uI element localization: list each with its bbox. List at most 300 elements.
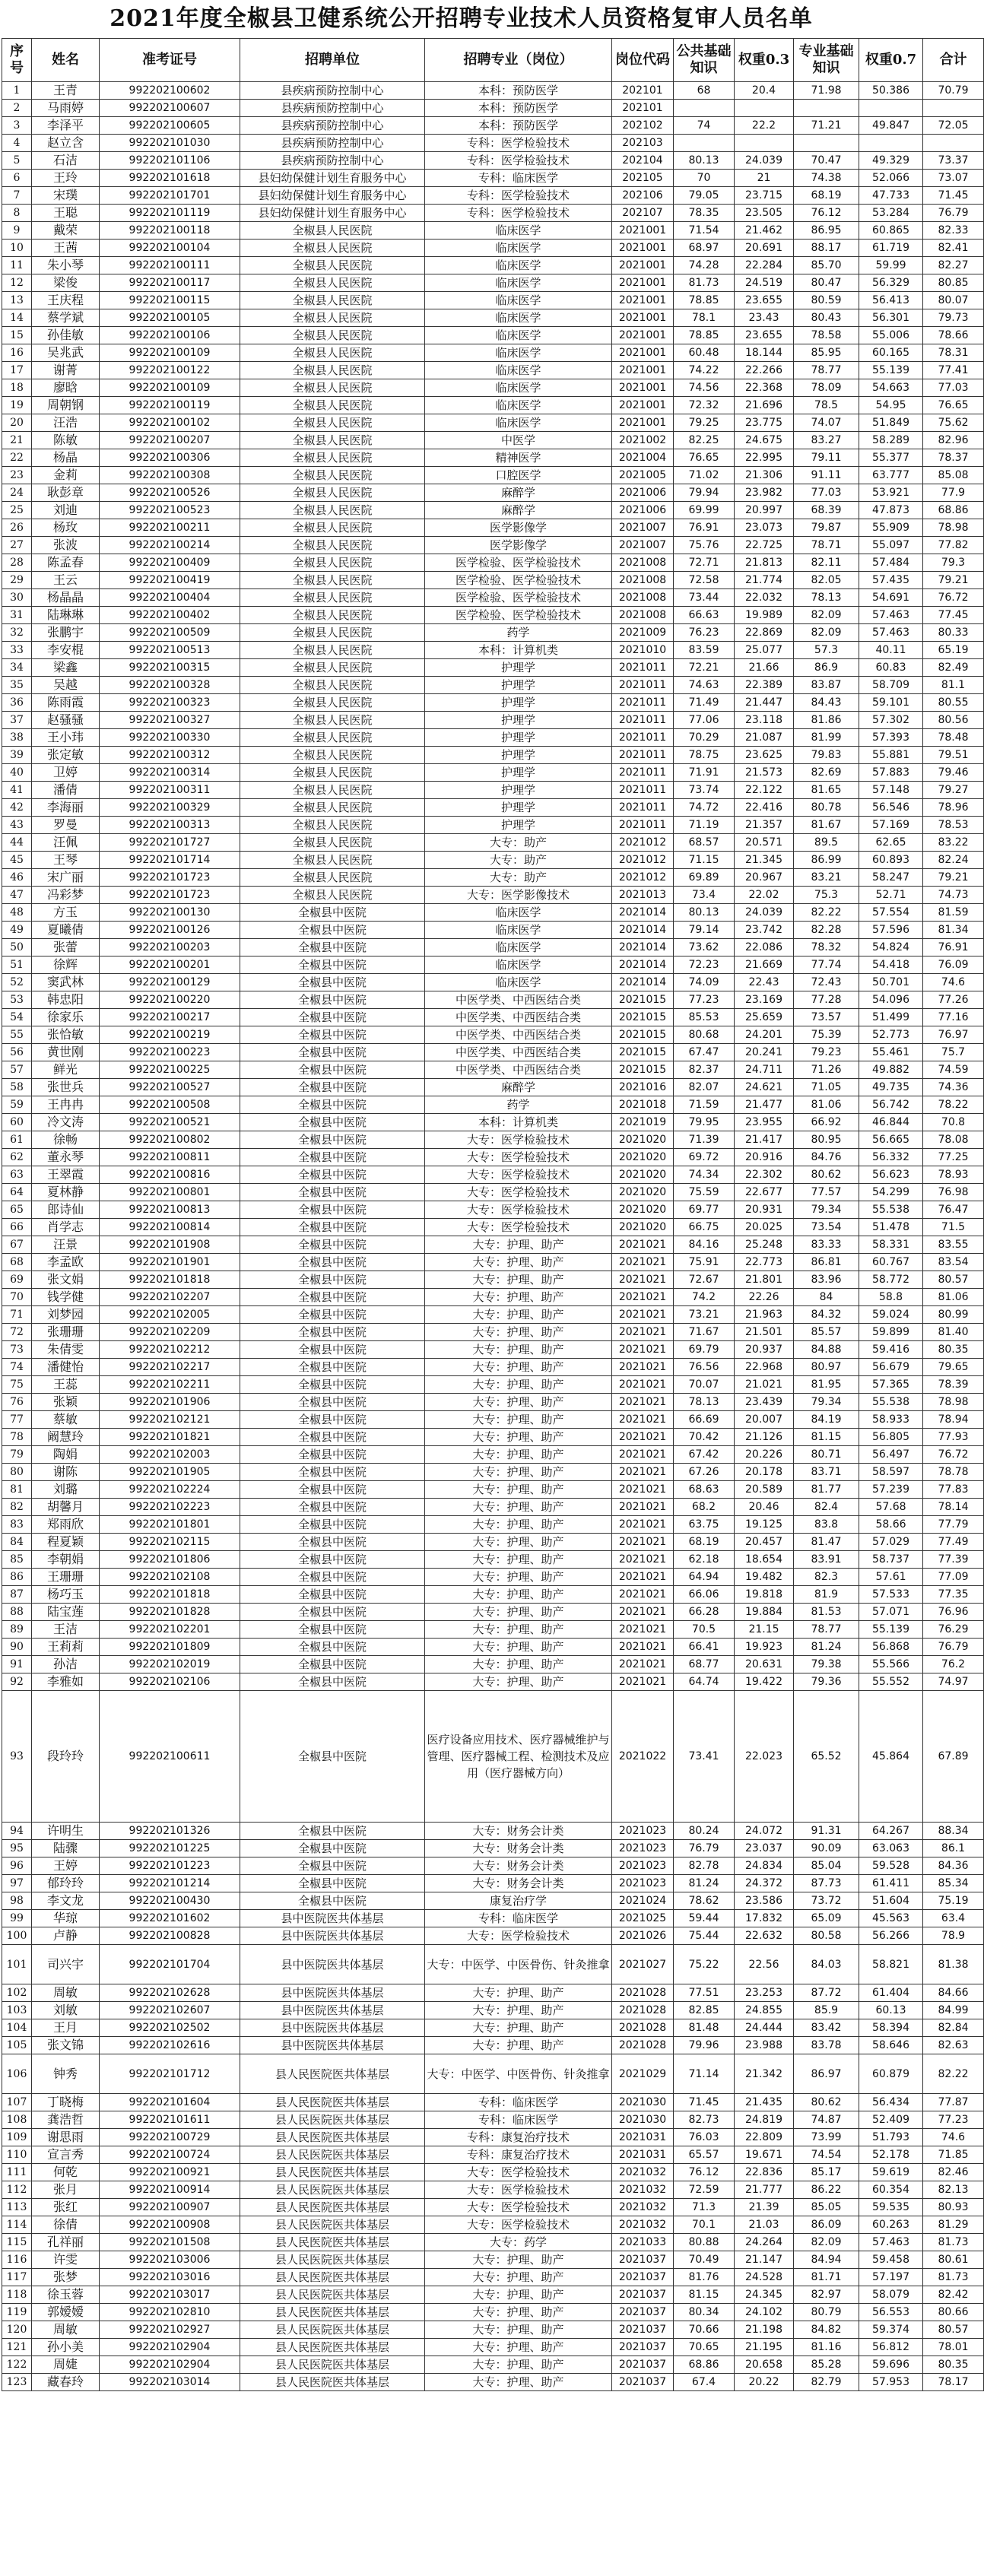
cell-weight-07: 54.299 bbox=[859, 1184, 923, 1201]
cell-weight-07: 56.413 bbox=[859, 292, 923, 309]
cell-major: 大专：医学检验技术 bbox=[425, 1927, 612, 1945]
table-row bbox=[2, 502, 984, 519]
cell-name: 黄世刚 bbox=[32, 1044, 100, 1061]
cell-major: 临床医学 bbox=[425, 222, 612, 240]
cell-name: 陈孟春 bbox=[32, 554, 100, 572]
table-row bbox=[2, 2146, 984, 2164]
header-major: 招聘专业（岗位） bbox=[425, 39, 612, 82]
cell-total: 79.27 bbox=[923, 782, 984, 799]
cell-weight-07: 52.773 bbox=[859, 1026, 923, 1044]
cell-exam-id: 992202100509 bbox=[100, 624, 240, 642]
cell-employer: 全椒县人民医院 bbox=[240, 572, 425, 589]
cell-name: 李文龙 bbox=[32, 1892, 100, 1910]
cell-employer: 全椒县人民医院 bbox=[240, 362, 425, 379]
cell-employer: 全椒县中医院 bbox=[240, 1376, 425, 1394]
cell-employer: 全椒县中医院 bbox=[240, 1857, 425, 1875]
table-row bbox=[2, 659, 984, 677]
cell-post-code: 2021028 bbox=[612, 1984, 674, 2002]
cell-seq: 18 bbox=[2, 379, 32, 397]
cell-major: 临床医学 bbox=[425, 292, 612, 309]
table-row bbox=[2, 327, 984, 344]
cell-seq: 86 bbox=[2, 1569, 32, 1586]
cell-major: 大专：护理、助产 bbox=[425, 1341, 612, 1359]
table-row bbox=[2, 82, 984, 100]
cell-exam-id: 992202102628 bbox=[100, 1984, 240, 2002]
cell-weight-03: 21.147 bbox=[735, 2251, 794, 2269]
table-row bbox=[2, 344, 984, 362]
cell-weight-03: 20.025 bbox=[735, 1219, 794, 1236]
cell-weight-07: 59.535 bbox=[859, 2199, 923, 2216]
cell-public-score: 60.48 bbox=[674, 344, 735, 362]
cell-exam-id: 992202102003 bbox=[100, 1446, 240, 1464]
cell-employer: 全椒县中医院 bbox=[240, 1201, 425, 1219]
cell-post-code: 2021032 bbox=[612, 2216, 674, 2234]
table-row bbox=[2, 432, 984, 449]
cell-employer: 县疾病预防控制中心 bbox=[240, 82, 425, 100]
cell-major: 大专：医学检验技术 bbox=[425, 1201, 612, 1219]
cell-name: 朱倩雯 bbox=[32, 1341, 100, 1359]
cell-pro-score: 83.96 bbox=[794, 1271, 859, 1289]
cell-major: 临床医学 bbox=[425, 974, 612, 991]
cell-pro-score: 65.52 bbox=[794, 1691, 859, 1823]
cell-total: 72.05 bbox=[923, 117, 984, 135]
cell-seq: 70 bbox=[2, 1289, 32, 1306]
cell-post-code: 2021025 bbox=[612, 1910, 674, 1927]
table-row bbox=[2, 2356, 984, 2374]
cell-public-score: 80.13 bbox=[674, 904, 735, 922]
cell-exam-id: 992202100409 bbox=[100, 554, 240, 572]
cell-employer: 全椒县中医院 bbox=[240, 922, 425, 939]
cell-seq: 114 bbox=[2, 2216, 32, 2234]
cell-weight-07: 47.873 bbox=[859, 502, 923, 519]
cell-pro-score: 78.77 bbox=[794, 362, 859, 379]
cell-pro-score: 81.71 bbox=[794, 2269, 859, 2286]
cell-seq: 91 bbox=[2, 1656, 32, 1673]
cell-public-score: 82.85 bbox=[674, 2002, 735, 2019]
cell-weight-07: 57.463 bbox=[859, 2234, 923, 2251]
cell-weight-07: 57.365 bbox=[859, 1376, 923, 1394]
cell-pro-score: 91.11 bbox=[794, 467, 859, 484]
cell-pro-score: 75.3 bbox=[794, 887, 859, 904]
cell-exam-id: 992202101030 bbox=[100, 135, 240, 152]
cell-name: 李安棍 bbox=[32, 642, 100, 659]
cell-total: 81.73 bbox=[923, 2269, 984, 2286]
cell-exam-id: 992202100828 bbox=[100, 1927, 240, 1945]
table-row bbox=[2, 939, 984, 956]
cell-pro-score: 74.87 bbox=[794, 2111, 859, 2129]
cell-employer: 全椒县人民医院 bbox=[240, 659, 425, 677]
table-row bbox=[2, 2054, 984, 2094]
cell-total: 78.39 bbox=[923, 1376, 984, 1394]
cell-total: 81.29 bbox=[923, 2216, 984, 2234]
cell-public-score: 66.69 bbox=[674, 1411, 735, 1429]
cell-public-score: 72.71 bbox=[674, 554, 735, 572]
cell-weight-03: 22.416 bbox=[735, 799, 794, 817]
cell-major: 大专：医学检验技术 bbox=[425, 2181, 612, 2199]
cell-pro-score: 84.19 bbox=[794, 1411, 859, 1429]
cell-total: 76.96 bbox=[923, 1604, 984, 1621]
cell-employer: 全椒县人民医院 bbox=[240, 887, 425, 904]
cell-public-score: 62.18 bbox=[674, 1551, 735, 1569]
table-row bbox=[2, 887, 984, 904]
cell-seq: 93 bbox=[2, 1691, 32, 1823]
cell-pro-score: 81.65 bbox=[794, 782, 859, 799]
cell-weight-03: 20.46 bbox=[735, 1499, 794, 1516]
table-row bbox=[2, 1639, 984, 1656]
table-row bbox=[2, 1656, 984, 1673]
cell-post-code: 2021021 bbox=[612, 1516, 674, 1534]
cell-public-score: 78.1 bbox=[674, 309, 735, 327]
cell-public-score: 81.48 bbox=[674, 2019, 735, 2037]
cell-exam-id: 992202101704 bbox=[100, 1945, 240, 1984]
cell-weight-03: 22.836 bbox=[735, 2164, 794, 2181]
cell-weight-07: 52.409 bbox=[859, 2111, 923, 2129]
cell-exam-id: 992202102201 bbox=[100, 1621, 240, 1639]
cell-seq: 118 bbox=[2, 2286, 32, 2304]
table-row bbox=[2, 1079, 984, 1096]
cell-weight-03: 20.4 bbox=[735, 82, 794, 100]
cell-employer: 全椒县人民医院 bbox=[240, 519, 425, 537]
cell-public-score: 63.75 bbox=[674, 1516, 735, 1534]
cell-major: 大专：护理、助产 bbox=[425, 1236, 612, 1254]
cell-weight-07: 56.546 bbox=[859, 799, 923, 817]
cell-weight-07: 51.849 bbox=[859, 414, 923, 432]
cell-post-code: 2021037 bbox=[612, 2321, 674, 2339]
table-row bbox=[2, 956, 984, 974]
cell-public-score: 73.62 bbox=[674, 939, 735, 956]
cell-employer: 全椒县中医院 bbox=[240, 1569, 425, 1586]
cell-public-score: 74.72 bbox=[674, 799, 735, 817]
cell-public-score: 83.59 bbox=[674, 642, 735, 659]
table-row bbox=[2, 1673, 984, 1691]
cell-weight-03: 21.963 bbox=[735, 1306, 794, 1324]
cell-exam-id: 992202103006 bbox=[100, 2251, 240, 2269]
table-row bbox=[2, 974, 984, 991]
table-row bbox=[2, 834, 984, 852]
cell-pro-score: 79.11 bbox=[794, 449, 859, 467]
cell-employer: 全椒县中医院 bbox=[240, 1026, 425, 1044]
cell-major: 精神医学 bbox=[425, 449, 612, 467]
table-row bbox=[2, 589, 984, 607]
cell-total: 74.59 bbox=[923, 1061, 984, 1079]
cell-pro-score: 72.43 bbox=[794, 974, 859, 991]
table-row bbox=[2, 1359, 984, 1376]
cell-post-code: 2021033 bbox=[612, 2234, 674, 2251]
cell-weight-07: 58.933 bbox=[859, 1411, 923, 1429]
cell-public-score: 73.21 bbox=[674, 1306, 735, 1324]
cell-pro-score: 79.36 bbox=[794, 1673, 859, 1691]
cell-seq: 62 bbox=[2, 1149, 32, 1166]
cell-major: 大专：护理、助产 bbox=[425, 2269, 612, 2286]
cell-post-code: 2021028 bbox=[612, 2002, 674, 2019]
cell-post-code: 2021014 bbox=[612, 904, 674, 922]
cell-employer: 全椒县中医院 bbox=[240, 1324, 425, 1341]
cell-weight-07: 61.719 bbox=[859, 240, 923, 257]
cell-name: 王莉莉 bbox=[32, 1639, 100, 1656]
cell-exam-id: 992202100203 bbox=[100, 939, 240, 956]
cell-exam-id: 992202103017 bbox=[100, 2286, 240, 2304]
cell-seq: 30 bbox=[2, 589, 32, 607]
cell-name: 李雅如 bbox=[32, 1673, 100, 1691]
cell-weight-03: 20.937 bbox=[735, 1341, 794, 1359]
cell-pro-score: 79.34 bbox=[794, 1201, 859, 1219]
cell-major: 大专：医学检验技术 bbox=[425, 1166, 612, 1184]
table-row bbox=[2, 747, 984, 764]
cell-post-code: 2021020 bbox=[612, 1219, 674, 1236]
cell-weight-07: 57.393 bbox=[859, 729, 923, 747]
cell-seq: 97 bbox=[2, 1875, 32, 1892]
cell-name: 王婷 bbox=[32, 1857, 100, 1875]
cell-employer: 县妇幼保健计划生育服务中心 bbox=[240, 205, 425, 222]
cell-pro-score: 80.71 bbox=[794, 1446, 859, 1464]
cell-pro-score: 82.4 bbox=[794, 1499, 859, 1516]
table-row bbox=[2, 2216, 984, 2234]
cell-public-score: 70 bbox=[674, 170, 735, 187]
cell-pro-score: 83.21 bbox=[794, 869, 859, 887]
cell-employer: 县人民医院医共体基层 bbox=[240, 2164, 425, 2181]
cell-seq: 111 bbox=[2, 2164, 32, 2181]
table-row bbox=[2, 2339, 984, 2356]
table-row bbox=[2, 1131, 984, 1149]
cell-weight-03: 22.266 bbox=[735, 362, 794, 379]
cell-post-code: 2021021 bbox=[612, 1673, 674, 1691]
cell-total: 73.37 bbox=[923, 152, 984, 170]
cell-weight-07 bbox=[859, 100, 923, 117]
cell-major: 大专：护理、助产 bbox=[425, 1446, 612, 1464]
cell-exam-id: 992202100513 bbox=[100, 642, 240, 659]
cell-weight-03: 23.775 bbox=[735, 414, 794, 432]
cell-pro-score: 82.09 bbox=[794, 624, 859, 642]
table-row bbox=[2, 2181, 984, 2199]
cell-major: 专科：临床医学 bbox=[425, 2111, 612, 2129]
cell-weight-07: 57.435 bbox=[859, 572, 923, 589]
cell-weight-03: 21.357 bbox=[735, 817, 794, 834]
cell-total: 76.72 bbox=[923, 589, 984, 607]
cell-major: 大专：助产 bbox=[425, 869, 612, 887]
cell-exam-id: 992202100201 bbox=[100, 956, 240, 974]
cell-weight-07: 47.733 bbox=[859, 187, 923, 205]
cell-post-code: 2021020 bbox=[612, 1149, 674, 1166]
cell-name: 汪景 bbox=[32, 1236, 100, 1254]
cell-name: 赵骚骚 bbox=[32, 712, 100, 729]
cell-pro-score: 86.81 bbox=[794, 1254, 859, 1271]
cell-pro-score: 88.17 bbox=[794, 240, 859, 257]
cell-name: 宋璞 bbox=[32, 187, 100, 205]
cell-exam-id: 992202100109 bbox=[100, 379, 240, 397]
cell-weight-03: 21.447 bbox=[735, 694, 794, 712]
cell-weight-07: 60.354 bbox=[859, 2181, 923, 2199]
cell-weight-03: 21.126 bbox=[735, 1429, 794, 1446]
table-row bbox=[2, 1324, 984, 1341]
cell-major: 医学影像学 bbox=[425, 519, 612, 537]
table-row bbox=[2, 362, 984, 379]
cell-public-score: 66.06 bbox=[674, 1586, 735, 1604]
cell-seq: 41 bbox=[2, 782, 32, 799]
cell-weight-07: 58.597 bbox=[859, 1464, 923, 1481]
cell-seq: 90 bbox=[2, 1639, 32, 1656]
cell-major: 麻醉学 bbox=[425, 484, 612, 502]
cell-pro-score: 81.53 bbox=[794, 1604, 859, 1621]
cell-pro-score: 82.09 bbox=[794, 2234, 859, 2251]
cell-post-code: 2021011 bbox=[612, 712, 674, 729]
cell-employer: 全椒县中医院 bbox=[240, 956, 425, 974]
cell-exam-id: 992202100402 bbox=[100, 607, 240, 624]
cell-name: 孙佳敏 bbox=[32, 327, 100, 344]
cell-seq: 54 bbox=[2, 1009, 32, 1026]
cell-name: 吴越 bbox=[32, 677, 100, 694]
table-row bbox=[2, 782, 984, 799]
cell-seq: 103 bbox=[2, 2002, 32, 2019]
cell-employer: 全椒县人民医院 bbox=[240, 764, 425, 782]
cell-exam-id: 992202100602 bbox=[100, 82, 240, 100]
cell-employer: 全椒县人民医院 bbox=[240, 344, 425, 362]
table-row bbox=[2, 1516, 984, 1534]
cell-pro-score: 80.62 bbox=[794, 1166, 859, 1184]
cell-post-code: 2021011 bbox=[612, 677, 674, 694]
cell-employer: 全椒县中医院 bbox=[240, 1009, 425, 1026]
cell-exam-id: 992202102209 bbox=[100, 1324, 240, 1341]
cell-total: 79.21 bbox=[923, 572, 984, 589]
cell-exam-id: 992202102223 bbox=[100, 1499, 240, 1516]
cell-pro-score: 84.88 bbox=[794, 1341, 859, 1359]
cell-total: 75.19 bbox=[923, 1892, 984, 1910]
cell-employer: 县人民医院医共体基层 bbox=[240, 2181, 425, 2199]
cell-weight-07: 56.742 bbox=[859, 1096, 923, 1114]
cell-employer: 全椒县中医院 bbox=[240, 1464, 425, 1481]
cell-exam-id: 992202100813 bbox=[100, 1201, 240, 1219]
cell-weight-03: 24.039 bbox=[735, 904, 794, 922]
cell-post-code: 2021021 bbox=[612, 1306, 674, 1324]
cell-seq: 72 bbox=[2, 1324, 32, 1341]
cell-employer: 全椒县中医院 bbox=[240, 1096, 425, 1114]
cell-name: 钟秀 bbox=[32, 2054, 100, 2094]
cell-total: 77.45 bbox=[923, 607, 984, 624]
table-row bbox=[2, 554, 984, 572]
cell-exam-id: 992202100527 bbox=[100, 1079, 240, 1096]
cell-name: 张颖 bbox=[32, 1394, 100, 1411]
cell-seq: 44 bbox=[2, 834, 32, 852]
cell-total: 63.4 bbox=[923, 1910, 984, 1927]
cell-name: 董永琴 bbox=[32, 1149, 100, 1166]
cell-exam-id: 992202100223 bbox=[100, 1044, 240, 1061]
cell-exam-id: 992202102927 bbox=[100, 2321, 240, 2339]
cell-seq: 74 bbox=[2, 1359, 32, 1376]
cell-public-score: 69.72 bbox=[674, 1149, 735, 1166]
cell-weight-07: 56.266 bbox=[859, 1927, 923, 1945]
cell-post-code: 2021002 bbox=[612, 432, 674, 449]
cell-name: 王珊珊 bbox=[32, 1569, 100, 1586]
cell-name: 周朝钢 bbox=[32, 397, 100, 414]
cell-employer: 全椒县中医院 bbox=[240, 1516, 425, 1534]
cell-seq: 26 bbox=[2, 519, 32, 537]
table-row bbox=[2, 1892, 984, 1910]
cell-seq: 25 bbox=[2, 502, 32, 519]
cell-name: 杨晶晶 bbox=[32, 589, 100, 607]
cell-name: 李泽平 bbox=[32, 117, 100, 135]
cell-employer: 全椒县人民医院 bbox=[240, 817, 425, 834]
cell-weight-03: 20.457 bbox=[735, 1534, 794, 1551]
cell-public-score: 71.19 bbox=[674, 817, 735, 834]
cell-weight-03: 23.625 bbox=[735, 747, 794, 764]
cell-post-code: 2021001 bbox=[612, 414, 674, 432]
cell-name: 阚慧玲 bbox=[32, 1429, 100, 1446]
cell-employer: 全椒县中医院 bbox=[240, 1673, 425, 1691]
cell-public-score: 79.94 bbox=[674, 484, 735, 502]
cell-major: 专科：临床医学 bbox=[425, 170, 612, 187]
cell-total: 78.53 bbox=[923, 817, 984, 834]
cell-total: 77.16 bbox=[923, 1009, 984, 1026]
cell-pro-score: 82.11 bbox=[794, 554, 859, 572]
cell-pro-score: 83.78 bbox=[794, 2037, 859, 2054]
cell-employer: 全椒县中医院 bbox=[240, 1551, 425, 1569]
cell-seq: 67 bbox=[2, 1236, 32, 1254]
cell-weight-07: 58.8 bbox=[859, 1289, 923, 1306]
cell-total: 84.36 bbox=[923, 1857, 984, 1875]
cell-post-code: 2021011 bbox=[612, 729, 674, 747]
cell-public-score: 70.49 bbox=[674, 2251, 735, 2269]
cell-pro-score: 85.17 bbox=[794, 2164, 859, 2181]
cell-seq: 104 bbox=[2, 2019, 32, 2037]
cell-post-code: 2021001 bbox=[612, 397, 674, 414]
cell-public-score: 77.23 bbox=[674, 991, 735, 1009]
cell-public-score: 80.34 bbox=[674, 2304, 735, 2321]
cell-post-code: 2021037 bbox=[612, 2304, 674, 2321]
cell-exam-id: 992202100315 bbox=[100, 659, 240, 677]
cell-major: 护理学 bbox=[425, 747, 612, 764]
cell-weight-07: 60.263 bbox=[859, 2216, 923, 2234]
cell-weight-07: 55.881 bbox=[859, 747, 923, 764]
cell-name: 冯彩梦 bbox=[32, 887, 100, 904]
cell-major: 医学影像学 bbox=[425, 537, 612, 554]
cell-pro-score: 68.39 bbox=[794, 502, 859, 519]
cell-post-code: 2021008 bbox=[612, 554, 674, 572]
cell-weight-03: 24.519 bbox=[735, 274, 794, 292]
cell-major: 大专：护理、助产 bbox=[425, 1306, 612, 1324]
cell-weight-03: 22.02 bbox=[735, 887, 794, 904]
cell-major: 专科：医学检验技术 bbox=[425, 205, 612, 222]
cell-exam-id: 992202102005 bbox=[100, 1306, 240, 1324]
cell-public-score: 74 bbox=[674, 117, 735, 135]
cell-major: 中医学类、中西医结合类 bbox=[425, 991, 612, 1009]
cell-pro-score: 78.77 bbox=[794, 1621, 859, 1639]
cell-major: 大专：护理、助产 bbox=[425, 1673, 612, 1691]
table-row bbox=[2, 240, 984, 257]
cell-weight-03: 23.118 bbox=[735, 712, 794, 729]
cell-exam-id: 992202101727 bbox=[100, 834, 240, 852]
cell-employer: 全椒县中医院 bbox=[240, 1840, 425, 1857]
cell-pro-score: 78.13 bbox=[794, 589, 859, 607]
cell-major: 临床医学 bbox=[425, 956, 612, 974]
cell-pro-score: 80.47 bbox=[794, 274, 859, 292]
table-row bbox=[2, 764, 984, 782]
cell-employer: 县人民医院医共体基层 bbox=[240, 2129, 425, 2146]
cell-major: 大专：助产 bbox=[425, 852, 612, 869]
cell-weight-03: 19.482 bbox=[735, 1569, 794, 1586]
cell-seq: 38 bbox=[2, 729, 32, 747]
table-row bbox=[2, 414, 984, 432]
cell-total: 81.73 bbox=[923, 2234, 984, 2251]
cell-seq: 53 bbox=[2, 991, 32, 1009]
cell-weight-07: 58.289 bbox=[859, 432, 923, 449]
table-row bbox=[2, 2037, 984, 2054]
cell-exam-id: 992202101818 bbox=[100, 1586, 240, 1604]
cell-post-code: 2021004 bbox=[612, 449, 674, 467]
table-row bbox=[2, 1184, 984, 1201]
cell-post-code: 2021021 bbox=[612, 1411, 674, 1429]
cell-name: 刘迪 bbox=[32, 502, 100, 519]
cell-weight-03: 22.389 bbox=[735, 677, 794, 694]
cell-seq: 75 bbox=[2, 1376, 32, 1394]
